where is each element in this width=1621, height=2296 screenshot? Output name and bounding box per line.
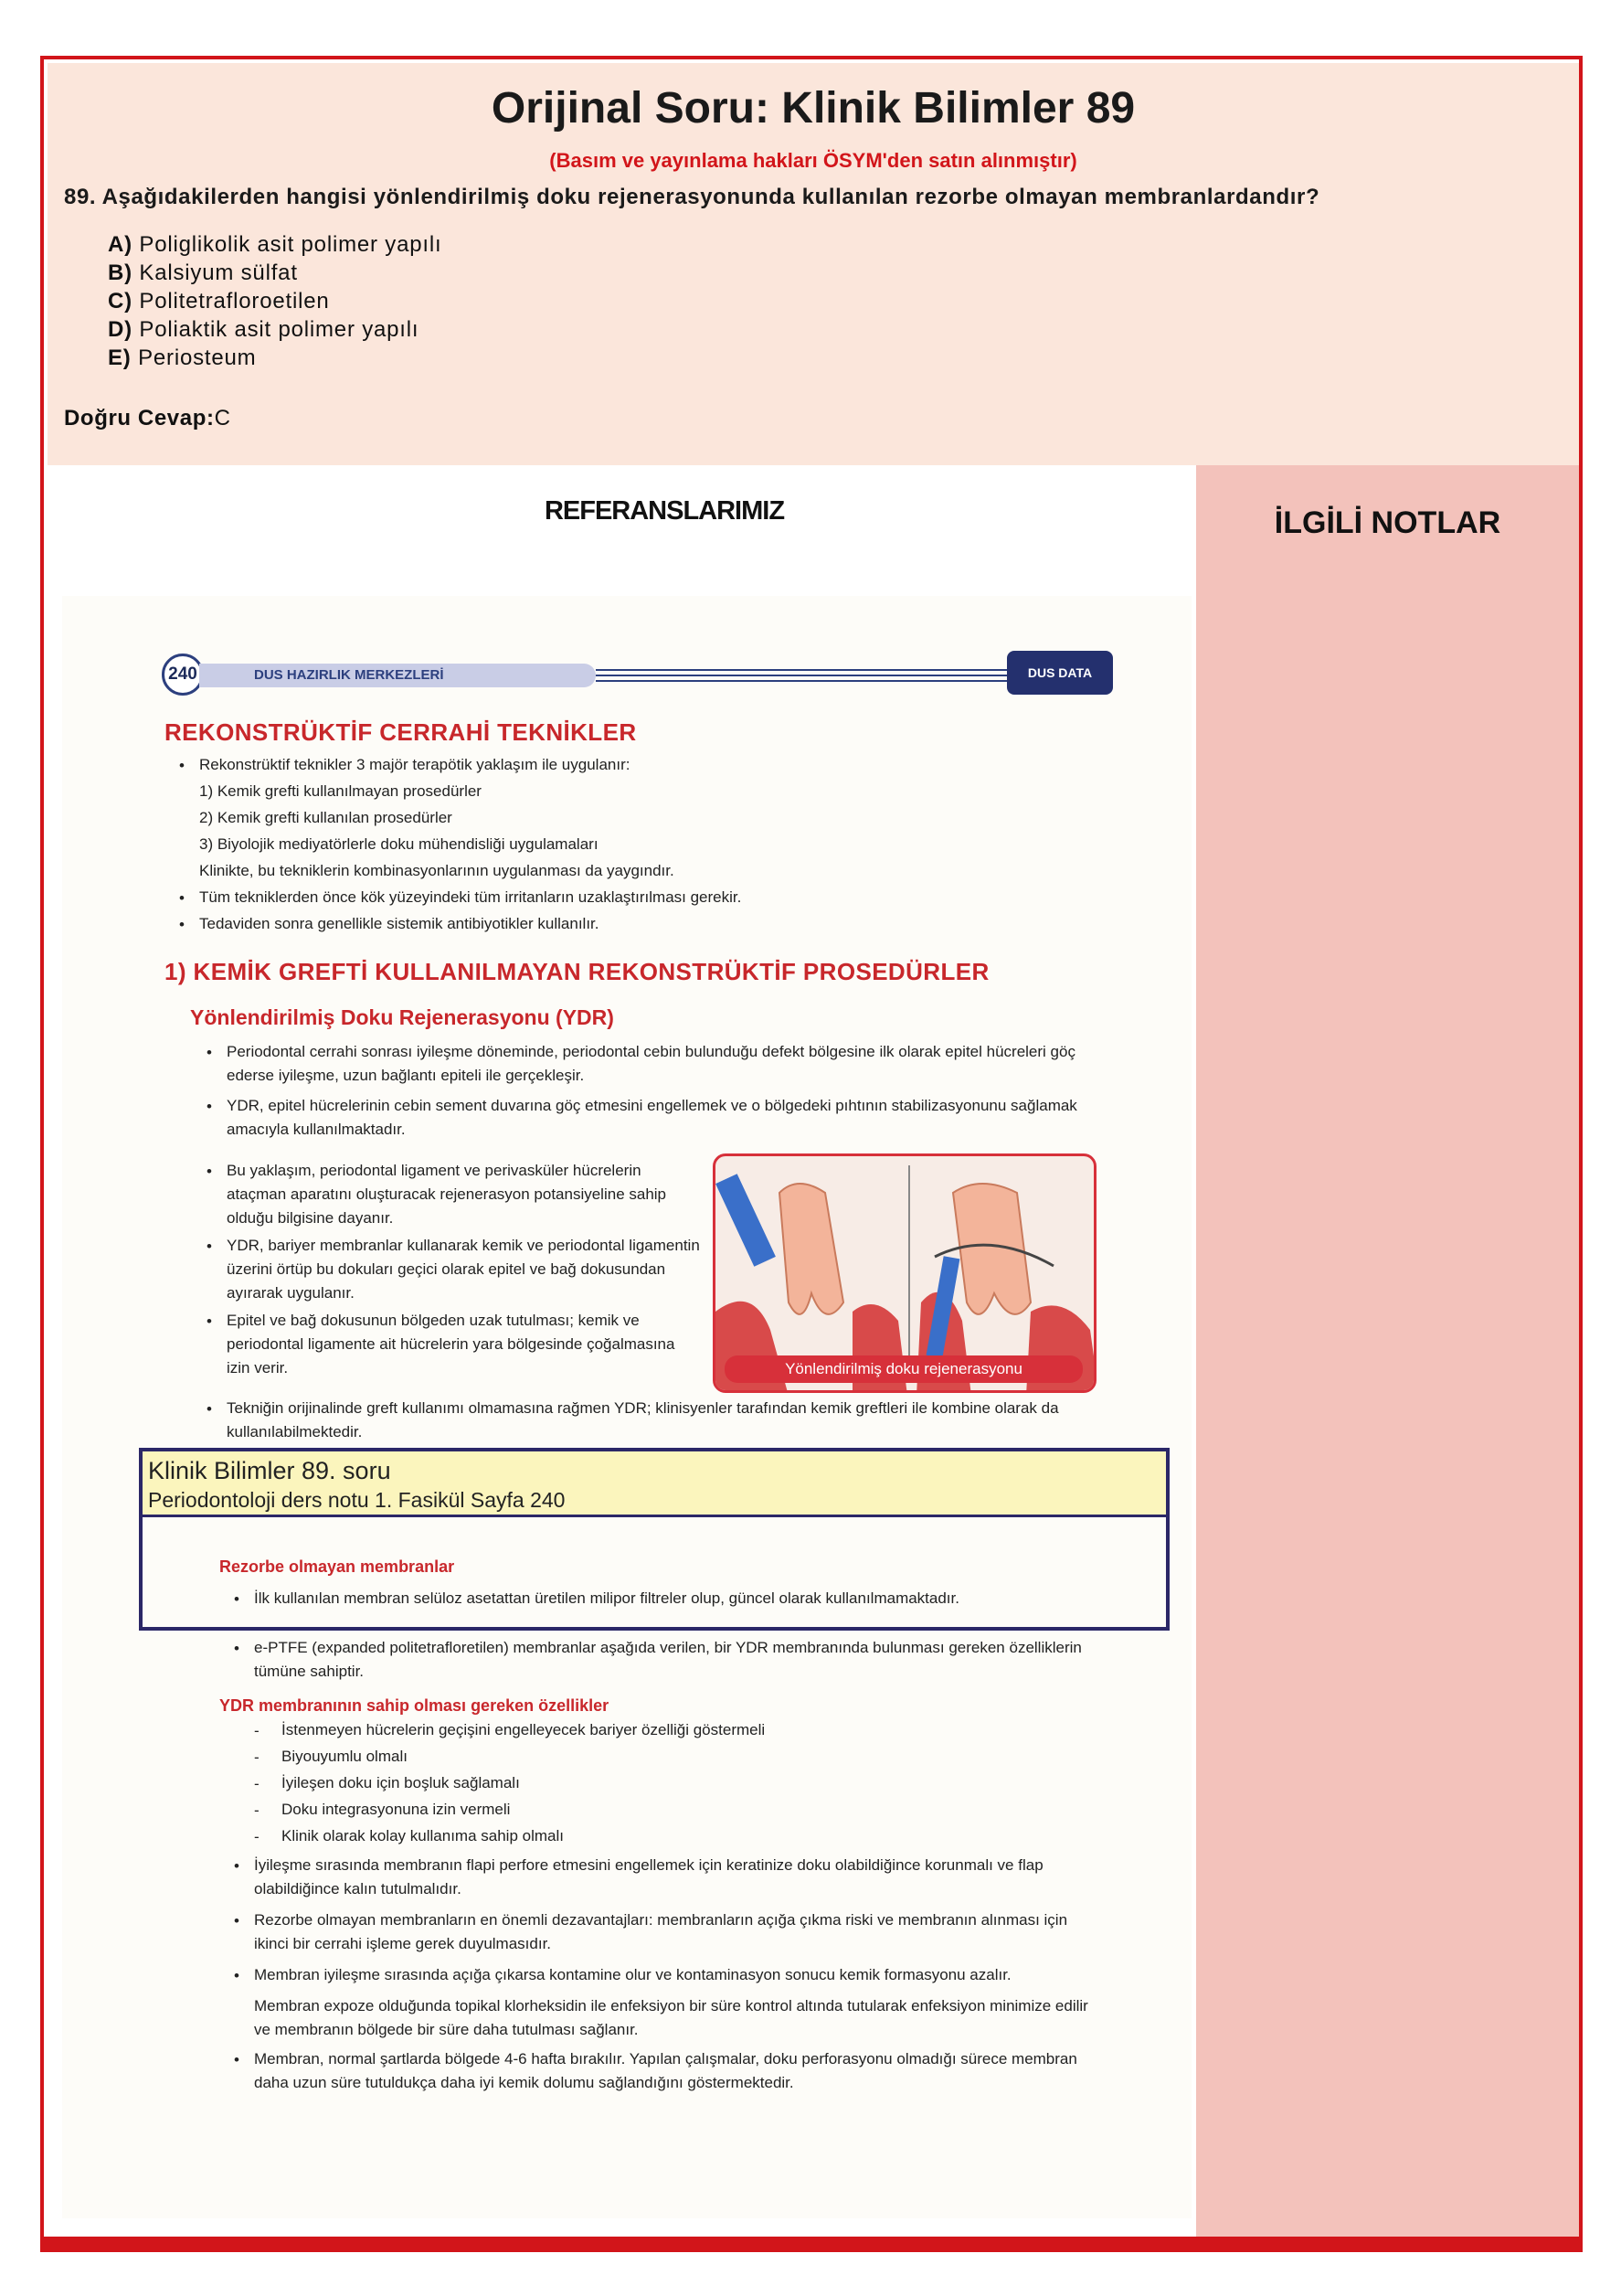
option-a: A) Poliglikolik asit polimer yapılı [108,232,442,257]
page-frame [40,56,1583,2252]
ydr-paragraph: YDR, epitel hücrelerinin cebin sement duvarına göç etmesini engellemek ve o bölgedeki pıhtının stabilizasyonunu sağlamak amacıyla kullanılmaktadır. [227,1097,1077,1138]
tail-paragraph: Membran, normal şartlarda bölgede 4-6 hafta bırakılır. Yapılan çalışmalar, doku perforasyonu olmadığı sürece membran daha uzun süre tutuldukça daha iyi kemik dolumu sağlandığını göstermektedir. [254,2050,1077,2091]
header-rule [596,669,1025,682]
property-item: Doku integrasyonuna izin vermeli [281,1801,511,1818]
question-number: 89. [64,185,97,209]
bullet-dot: • [207,1163,212,1180]
intro-line: Klinikte, bu tekniklerin kombinasyonlarının uygulanması da yaygındır. [199,862,674,879]
bullet-dot: • [179,889,185,907]
intro-line: 3) Biyolojik mediyatörlerle doku mühendisliği uygulamaları [199,835,599,853]
ydr-paragraph: Periodontal cerrahi sonrası iyileşme döneminde, periodontal cebin bulunduğu defekt bölgesine ilk olarak epitel hücreleri göç ederse iyileşme, uzun bağlantı epiteli ile gerçekleşir. [227,1043,1075,1084]
question-panel [48,63,1579,465]
callout-subtitle: Periodontoloji ders notu 1. Fasikül Sayfa 240 [148,1488,566,1512]
options-list [108,230,441,372]
bullet-dot: • [179,916,185,933]
bullet-dot: • [234,1857,239,1875]
tail-paragraph: Membran expoze olduğunda topikal klorheksidin ile enfeksiyon bir süre kontrol altında tutularak enfeksiyon minimize edilir ve membranın bölgede bir süre daha tutulması sağlanır. [254,1997,1088,2038]
figure-caption: Yönlendirilmiş doku rejenerasyonu [725,1355,1083,1383]
bullet-dot: • [207,1313,212,1330]
question-title: Orijinal Soru: Klinik Bilimler 89 [491,84,1136,133]
question-stem: Aşağıdakilerden hangisi yönlendirilmiş doku rejenerasyonunda kullanılan rezorbe olmayan membranlardandır? [101,185,1320,209]
subsection-title: 1) KEMİK GREFTİ KULLANILMAYAN REKONSTRÜKTİF PROSEDÜRLER [164,958,990,985]
option-e: E) Periosteum [108,345,257,370]
references-title: REFERANSLARIMIZ [544,496,785,526]
tail-paragraph: Rezorbe olmayan membranların en önemli dezavantajları: membranların açığa çıkma riski ve membranın alınması için ikinci bir cerrahi işleme gerek duyulmasıdır. [254,1911,1068,1952]
bullet-dot: • [234,1967,239,1984]
ydr-paragraph: Tekniğin orijinalinde greft kullanımı olmamasına rağmen YDR; klinisyenler tarafından kemik greftleri ile kombine olarak da kullanılabilmektedir. [227,1399,1059,1440]
intro-line: Tedaviden sonra genellikle sistemik antibiyotikler kullanılır. [199,915,599,932]
ydr-paragraph: YDR, bariyer membranlar kullanarak kemik ve periodontal ligamentin üzerini örtüp bu dokuları geçici olarak epitel ve bağ dokusundan ayırarak uygulanır. [227,1237,700,1302]
option-c: C) Politetrafloroetilen [108,289,330,314]
ydr-paragraph: Epitel ve bağ dokusunun bölgeden uzak tutulması; kemik ve periodontal ligamente ait hücrelerin yara bölgesinde çoğalmasına izin verir. [227,1312,675,1377]
bullet-dot: • [234,1640,239,1657]
callout-header [143,1451,1166,1517]
rights-notice: (Basım ve yayınlama hakları ÖSYM'den satın alınmıştır) [549,149,1077,172]
property-item: Biyouyumlu olmalı [281,1748,408,1765]
callout-title: Klinik Bilimler 89. soru [148,1457,391,1484]
correct-answer [64,406,231,431]
intro-line: 2) Kemik grefti kullanılan prosedürler [199,809,452,826]
bottom-bar [40,2237,1583,2252]
bullet-dot: • [234,2051,239,2068]
dash: - [254,1828,260,1845]
bullet-dot: • [207,1238,212,1255]
bullet-dot: • [234,1590,239,1608]
bullet-dot: • [234,1912,239,1929]
intro-line: Tüm tekniklerden önce kök yüzeyindeki tüm irritanların uzaklaştırılması gerekir. [199,888,742,906]
page-number-badge: 240 [162,654,204,696]
bullet-dot: • [207,1044,212,1061]
bullet-dot: • [207,1098,212,1115]
property-item: İstenmeyen hücrelerin geçişini engelleyecek bariyer özelliği göstermeli [281,1721,766,1738]
nonresorbable-title: Rezorbe olmayan membranlar [219,1557,455,1576]
question-text [64,185,1563,210]
answer-label: Doğru Cevap: [64,406,215,430]
ydr-properties-title: YDR membranının sahip olması gereken özellikler [219,1696,609,1715]
option-d: D) Poliaktik asit polimer yapılı [108,317,419,342]
nonres-paragraph: İlk kullanılan membran selüloz asetattan üretilen milipor filtreler olup, güncel olarak kullanılmamaktadır. [254,1589,959,1607]
publisher-logo: DUS DATA [1007,651,1113,695]
answer-value: C [214,406,231,430]
ydr-paragraph: Bu yaklaşım, periodontal ligament ve perivasküler hücrelerin ataçman aparatını oluşturacak rejenerasyon potansiyeline sahip olduğu bilgisine dayanır. [227,1162,667,1227]
ydr-illustration [713,1153,1097,1393]
option-b: B) Kalsiyum sülfat [108,260,298,285]
header-label: DUS HAZIRLIK MERKEZLERİ [199,664,596,687]
reference-callout [139,1448,1170,1631]
tail-paragraph: İyileşme sırasında membranın flapi perfore etmesini engellemek için keratinize doku olabildiğince korunmalı ve flap olabildiğince kalın tutulmalıdır. [254,1856,1044,1897]
bullet-dot: • [207,1400,212,1418]
ydr-title: Yönlendirilmiş Doku Rejenerasyonu (YDR) [190,1005,614,1029]
dash: - [254,1722,260,1739]
tail-paragraph: Membran iyileşme sırasında açığa çıkarsa kontamine olur ve kontaminasyon sonucu kemik formasyonu azalır. [254,1966,1012,1983]
notes-panel [1196,465,1579,2237]
dash: - [254,1802,260,1819]
notes-title: İLGİLİ NOTLAR [1274,505,1501,540]
intro-line: 1) Kemik grefti kullanılmayan prosedürler [199,782,482,800]
nonres-paragraph: e-PTFE (expanded politetrafloretilen) membranlar aşağıda verilen, bir YDR membranında bulunması gereken özelliklerin tümüne sahiptir. [254,1639,1082,1680]
dash: - [254,1749,260,1766]
property-item: Klinik olarak kolay kullanıma sahip olmalı [281,1827,564,1844]
dash: - [254,1775,260,1792]
intro-line: Rekonstrüktif teknikler 3 majör terapötik yaklaşım ile uygulanır: [199,756,630,773]
property-item: İyileşen doku için boşluk sağlamalı [281,1774,520,1791]
section-title: REKONSTRÜKTİF CERRAHİ TEKNİKLER [164,718,637,746]
bullet-dot: • [179,757,185,774]
textbook-page-scan [62,596,1192,2218]
